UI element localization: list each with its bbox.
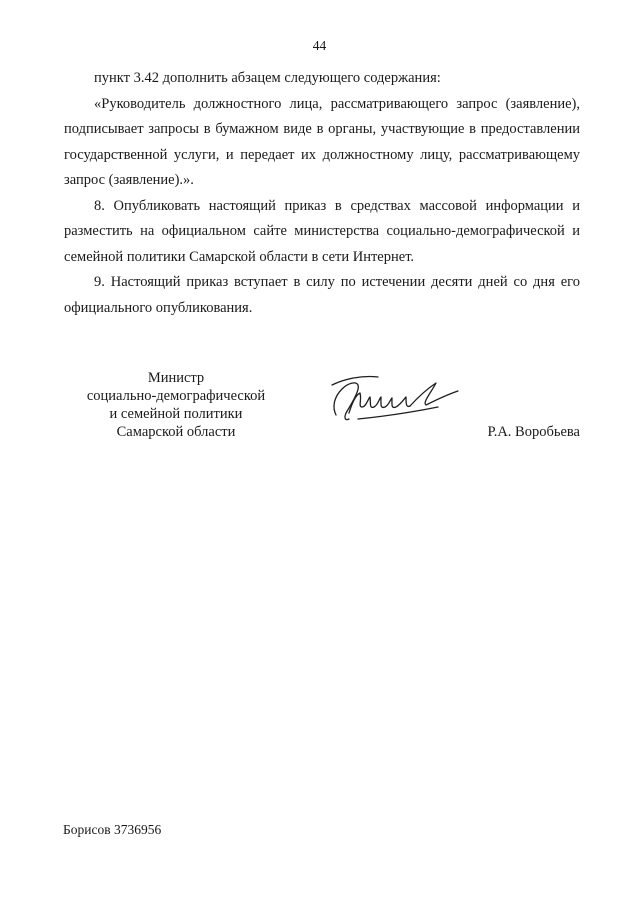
paragraph-quoted-addition: «Руководитель должностного лица, рассматривающего запрос (заявление), подписывает запросы в бумажном виде в органы, участвующие в предоставлении государственной услуги, и передает их должностному лицу, рассматривающему запрос (заявление).». (64, 95, 580, 188)
signer-position-line: социально-демографической (86, 388, 266, 404)
signer-name: Р.А. Воробьева (487, 424, 580, 440)
signature-block (64, 369, 580, 449)
page-number: 44 (312, 38, 327, 53)
paragraph-item-9: 9. Настоящий приказ вступает в силу по истечении десяти дней со дня его официального опубликования. (64, 274, 580, 316)
document-body (64, 66, 580, 321)
signer-position-line: Министр (147, 370, 205, 386)
signer-position-line: Самарской области (116, 424, 236, 440)
signer-position (64, 369, 288, 441)
paragraph-item-8: 8. Опубликовать настоящий приказ в средствах массовой информации и разместить на официальном сайте министерства социально-демографической и семейной политики Самарской области в сети Интернет. (64, 197, 580, 265)
paragraph-amend-intro: пункт 3.42 дополнить абзацем следующего содержания: (94, 70, 441, 86)
handwritten-signature (318, 373, 468, 433)
executor-contact: Борисов 3736956 (63, 822, 162, 837)
signer-position-line: и семейной политики (109, 406, 243, 422)
